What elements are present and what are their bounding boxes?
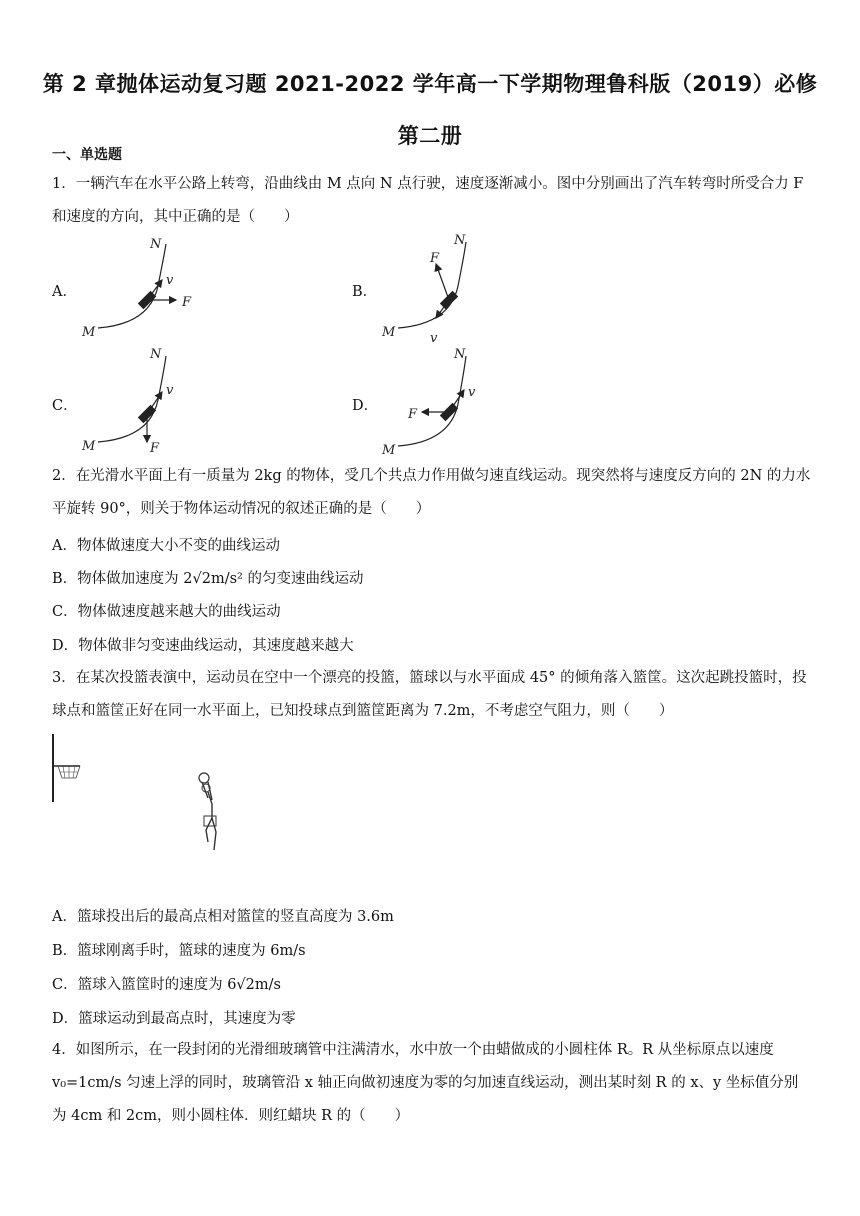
label-m: M — [382, 443, 396, 458]
page-title: 第 2 章抛体运动复习题 2021-2022 学年高一下学期物理鲁科版（2019）必修第二册 — [42, 72, 818, 148]
label-v: v — [430, 331, 438, 346]
q3-option-c: C．篮球入篮筐时的速度为 6√2m/s — [52, 977, 281, 993]
label-n: N — [454, 233, 466, 248]
label-f: F — [150, 441, 160, 456]
label-n: N — [150, 347, 162, 362]
q1-figure-c — [78, 346, 208, 458]
q1-stem: 1．一辆汽车在水平公路上转弯，沿曲线由 M 点向 N 点行驶，速度逐渐减小。图中分别画出了汽车转弯时所受合力 F 和速度的方向，其中正确的是（ ） — [52, 176, 804, 225]
label-n: N — [454, 347, 466, 362]
label-m: M — [82, 325, 96, 340]
label-f: F — [182, 295, 192, 310]
label-n: N — [150, 237, 162, 252]
q4-stem: 4．如图所示，在一段封闭的光滑细玻璃管中注满清水，水中放一个由蜡做成的小圆柱体 R。R 从坐标原点以速度 v₀=1cm/s 匀速上浮的同时，玻璃管沿 x 轴正向做初速度为零的匀加速直线运动，测出某时刻 R 的 x、y 坐标值分别为 4cm 和 2cm，则小圆柱体．则红蜡块 R 的（ ） — [52, 1042, 799, 1124]
label-f: F — [430, 251, 440, 266]
section-heading: 一、单选题 — [52, 147, 122, 163]
q1-option-a-label: A． — [52, 284, 77, 300]
q1-figure-a — [78, 236, 208, 346]
q3-option-d: D．篮球运动到最高点时，其速度为零 — [52, 1011, 296, 1027]
q3-option-a: A．篮球投出后的最高点相对篮筐的竖直高度为 3.6m — [52, 909, 394, 925]
q3-option-b: B．篮球刚离手时，篮球的速度为 6m/s — [52, 943, 306, 959]
label-f: F — [408, 407, 418, 422]
player-figure — [199, 773, 216, 850]
q2-option-a: A．物体做速度大小不变的曲线运动 — [52, 538, 280, 554]
q2-stem: 2．在光滑水平面上有一质量为 2kg 的物体，受几个共点力作用做匀速直线运动。现突然将与速度反方向的 2N 的力水平旋转 90°，则关于物体运动情况的叙述正确的是（ ） — [52, 468, 811, 517]
label-v: v — [468, 385, 476, 400]
q2-option-d: D．物体做非匀变速曲线运动，其速度越来越大 — [52, 638, 354, 654]
label-m: M — [382, 325, 396, 340]
q1-option-d-label: D． — [352, 398, 379, 414]
label-v: v — [166, 383, 174, 398]
q1-figure-d — [378, 346, 508, 458]
q1-figure-b — [378, 232, 508, 348]
q1-option-c-label: C． — [52, 398, 78, 414]
label-m: M — [82, 439, 96, 454]
q2-option-b: B．物体做加速度为 2√2m/s² 的匀变速曲线运动 — [52, 571, 364, 587]
q1-option-b-label: B． — [352, 284, 378, 300]
label-v: v — [166, 273, 174, 288]
q3-stem: 3．在某次投篮表演中，运动员在空中一个漂亮的投篮，篮球以与水平面成 45° 的倾角落入篮筐。这次起跳投篮时，投球点和篮筐正好在同一水平面上，已知投球点到篮筐距离为 7.2m，不考虑空气阻力，则（ ） — [52, 670, 807, 719]
q2-option-c: C．物体做速度越来越大的曲线运动 — [52, 604, 281, 620]
q3-basketball-figure — [48, 732, 238, 864]
